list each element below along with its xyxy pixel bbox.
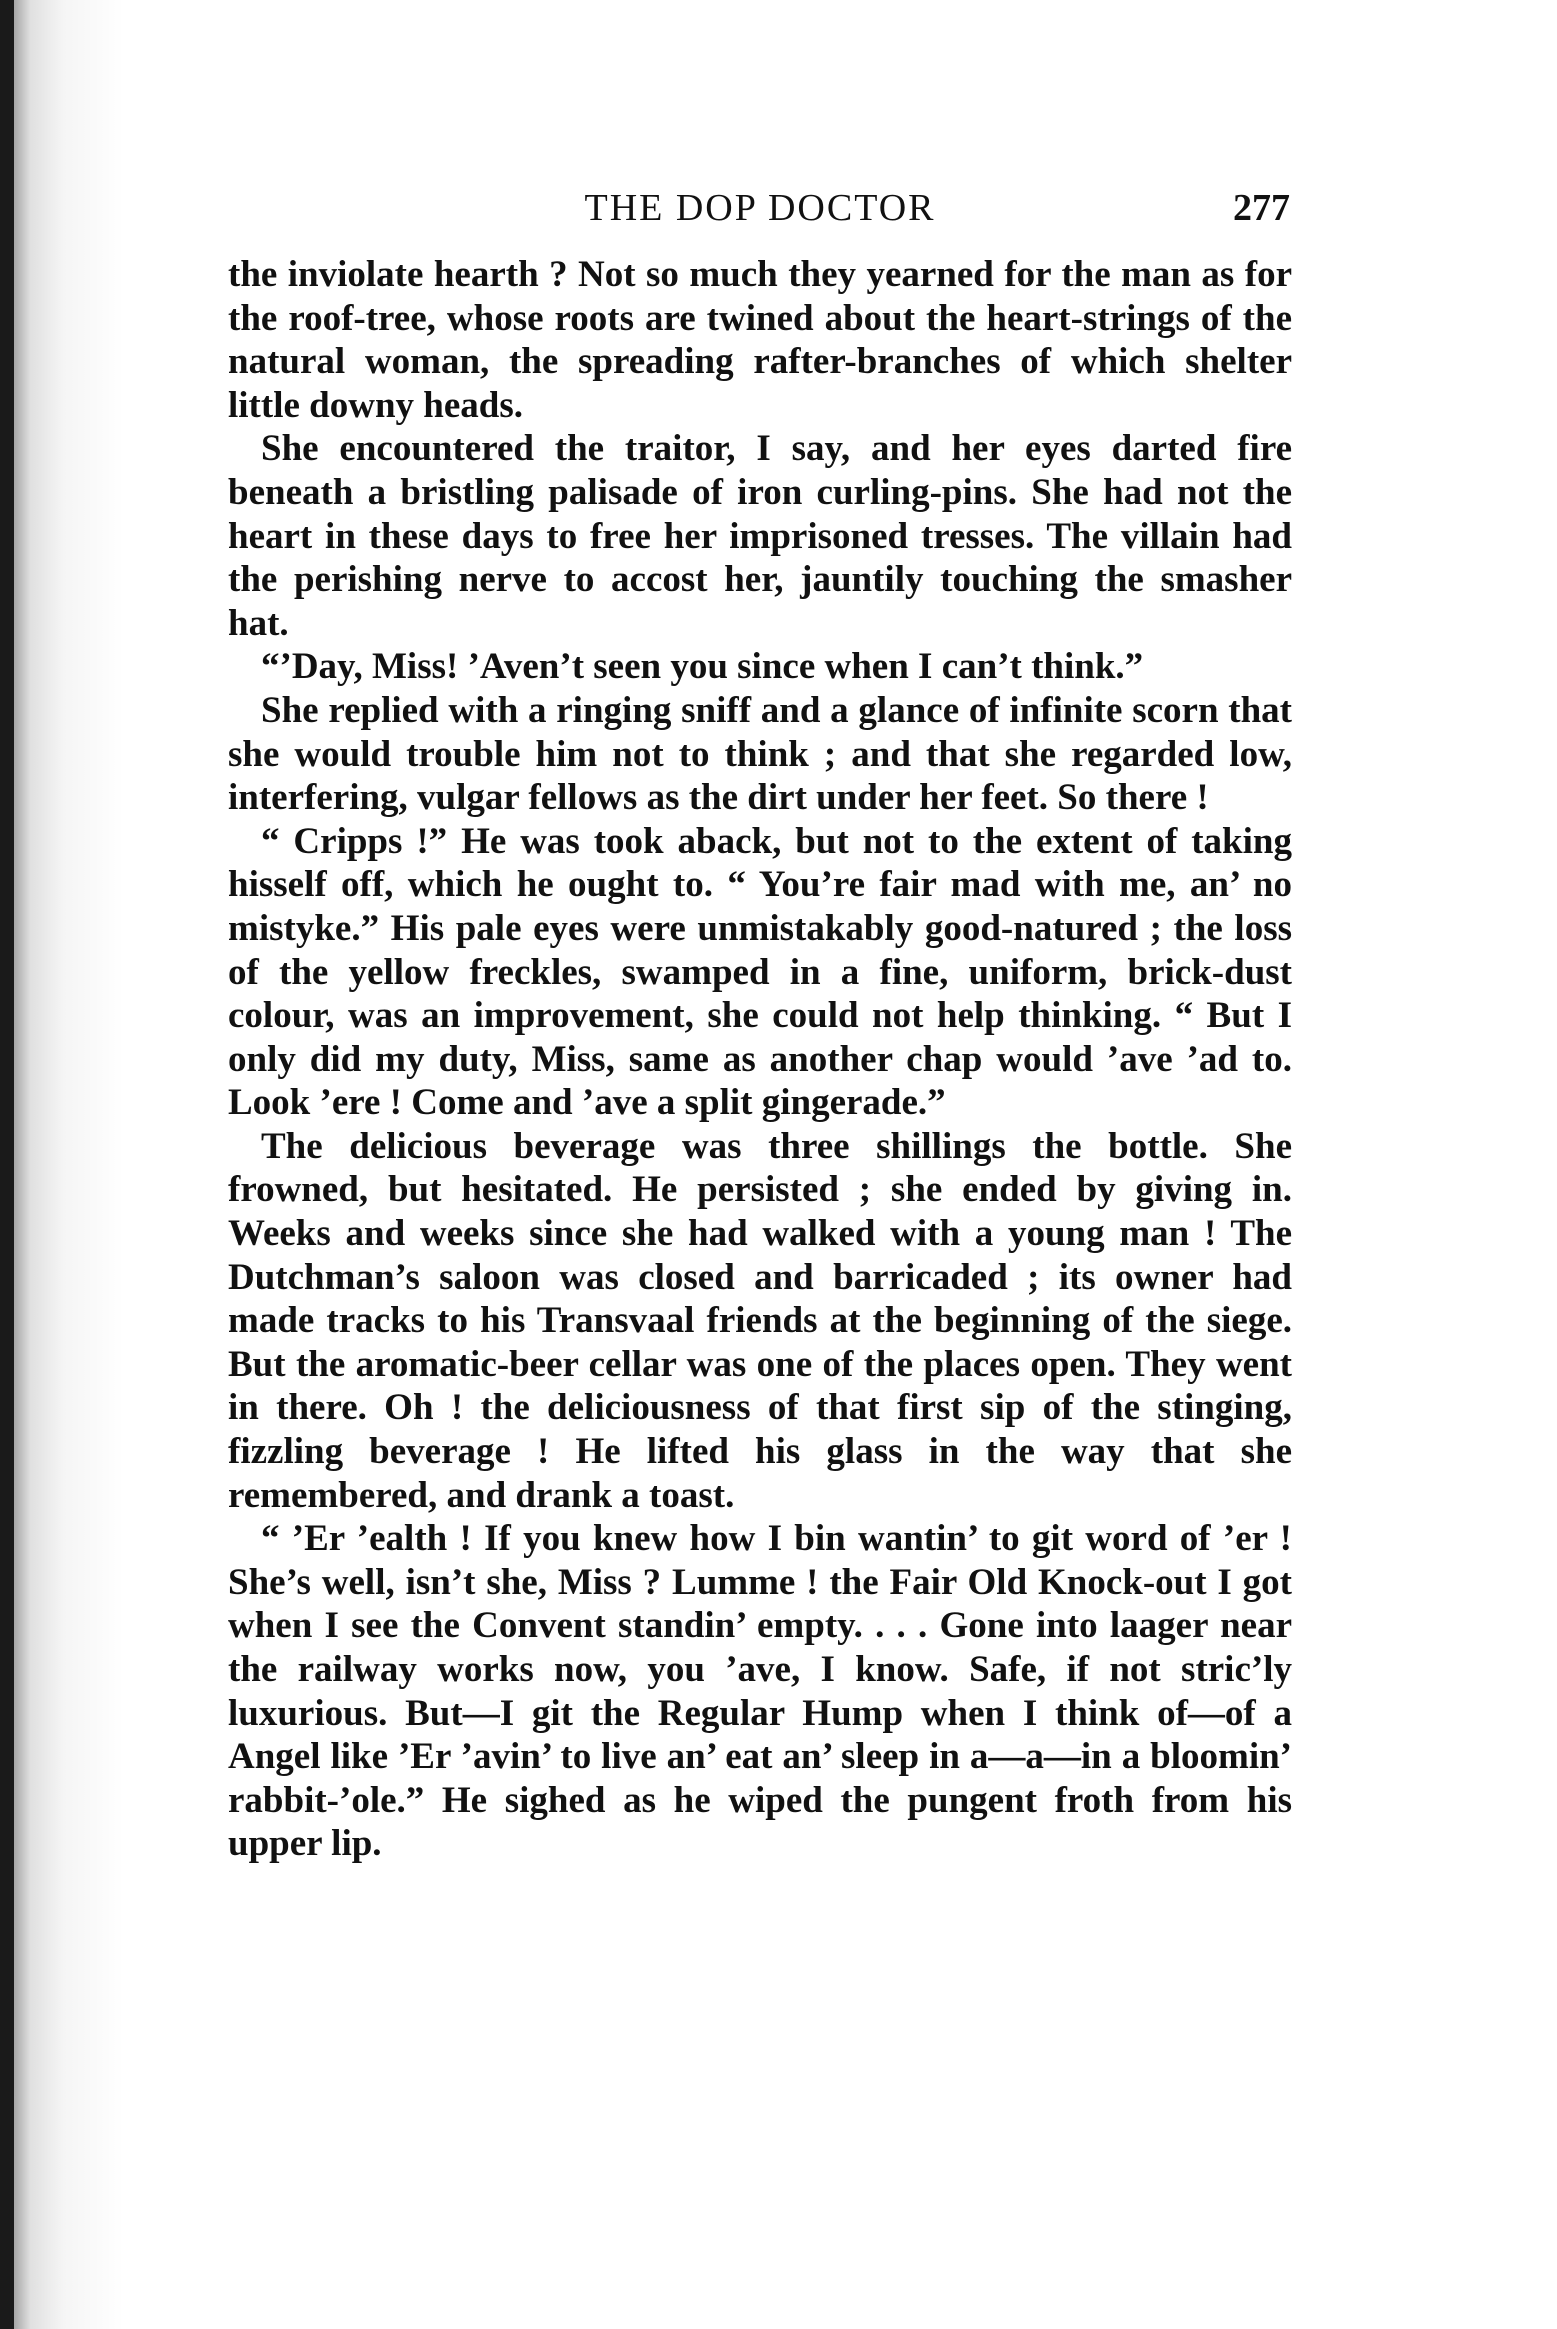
page-header [230, 180, 1290, 236]
paragraph: “’Day, Miss! ’Aven’t seen you since when I can’t think.” [261, 646, 1144, 688]
paragraph: The delicious beverage was three shillings the bottle. She frowned, but hesitated. He persisted ; she ended by giving in. Weeks and weeks since she had walked with a young man ! The Dutchman’s saloon was closed and barricaded ; its owner had made tracks to his Transvaal friends at the beginning of the siege. But the aromatic-beer cellar was one of the places open. They went in there. Oh ! the deliciousness of that first sip of the stinging, fizzling beverage ! He lifted his glass in the way that she remembered, and drank a toast. [228, 1125, 1292, 1516]
gutter-shading [14, 0, 124, 2329]
paragraph: the inviolate hearth ? Not so much they yearned for the man as for the roof-tree, whose roots are twined about the heart-strings of the natural woman, the spreading rafter-branches of which shelter little downy heads. [228, 254, 1292, 426]
running-title: THE DOP DOCTOR [584, 187, 936, 229]
body-text [228, 253, 1292, 1866]
book-spine-shadow [0, 0, 14, 2329]
paragraph: “ Cripps !” He was took aback, but not to the extent of taking hisself off, which he ought to. “ You’re fair mad with me, an’ no mistyke.” His pale eyes were unmistakably good-natured ; the loss of the yellow freckles, swamped in a fine, uniform, brick-dust colour, was an improvement, she could not help thinking. “ But I only did my duty, Miss, same as another chap would ’ave ’ad to. Look ’ere ! Come and ’ave a split gingerade.” [228, 820, 1292, 1124]
page-number: 277 [1233, 187, 1290, 229]
paragraph: She replied with a ringing sniff and a glance of infinite scorn that she would trouble him not to think ; and that she regarded low, interfering, vulgar fellows as the dirt under her feet. So there ! [228, 689, 1292, 819]
paragraph: She encountered the traitor, I say, and her eyes darted fire beneath a bristling palisade of iron curling-pins. She had not the heart in these days to free her imprisoned tresses. The villain had the perishing nerve to accost her, jauntily touching the smasher hat. [228, 428, 1292, 644]
paragraph: “ ’Er ’ealth ! If you knew how I bin wantin’ to git word of ’er ! She’s well, isn’t she, Miss ? Lumme ! the Fair Old Knock-out I got when I see the Convent standin’ empty. . . . Gone into laager near the railway works now, you ’ave, I know. Safe, if not stric’ly luxurious. But—I git the Regular Hump when I think of—of a Angel like ’Er ’avin’ to live an’ eat an’ sleep in a—a—in a bloomin’ rabbit-’ole.” He sighed as he wiped the pungent froth from his upper lip. [228, 1518, 1292, 1865]
